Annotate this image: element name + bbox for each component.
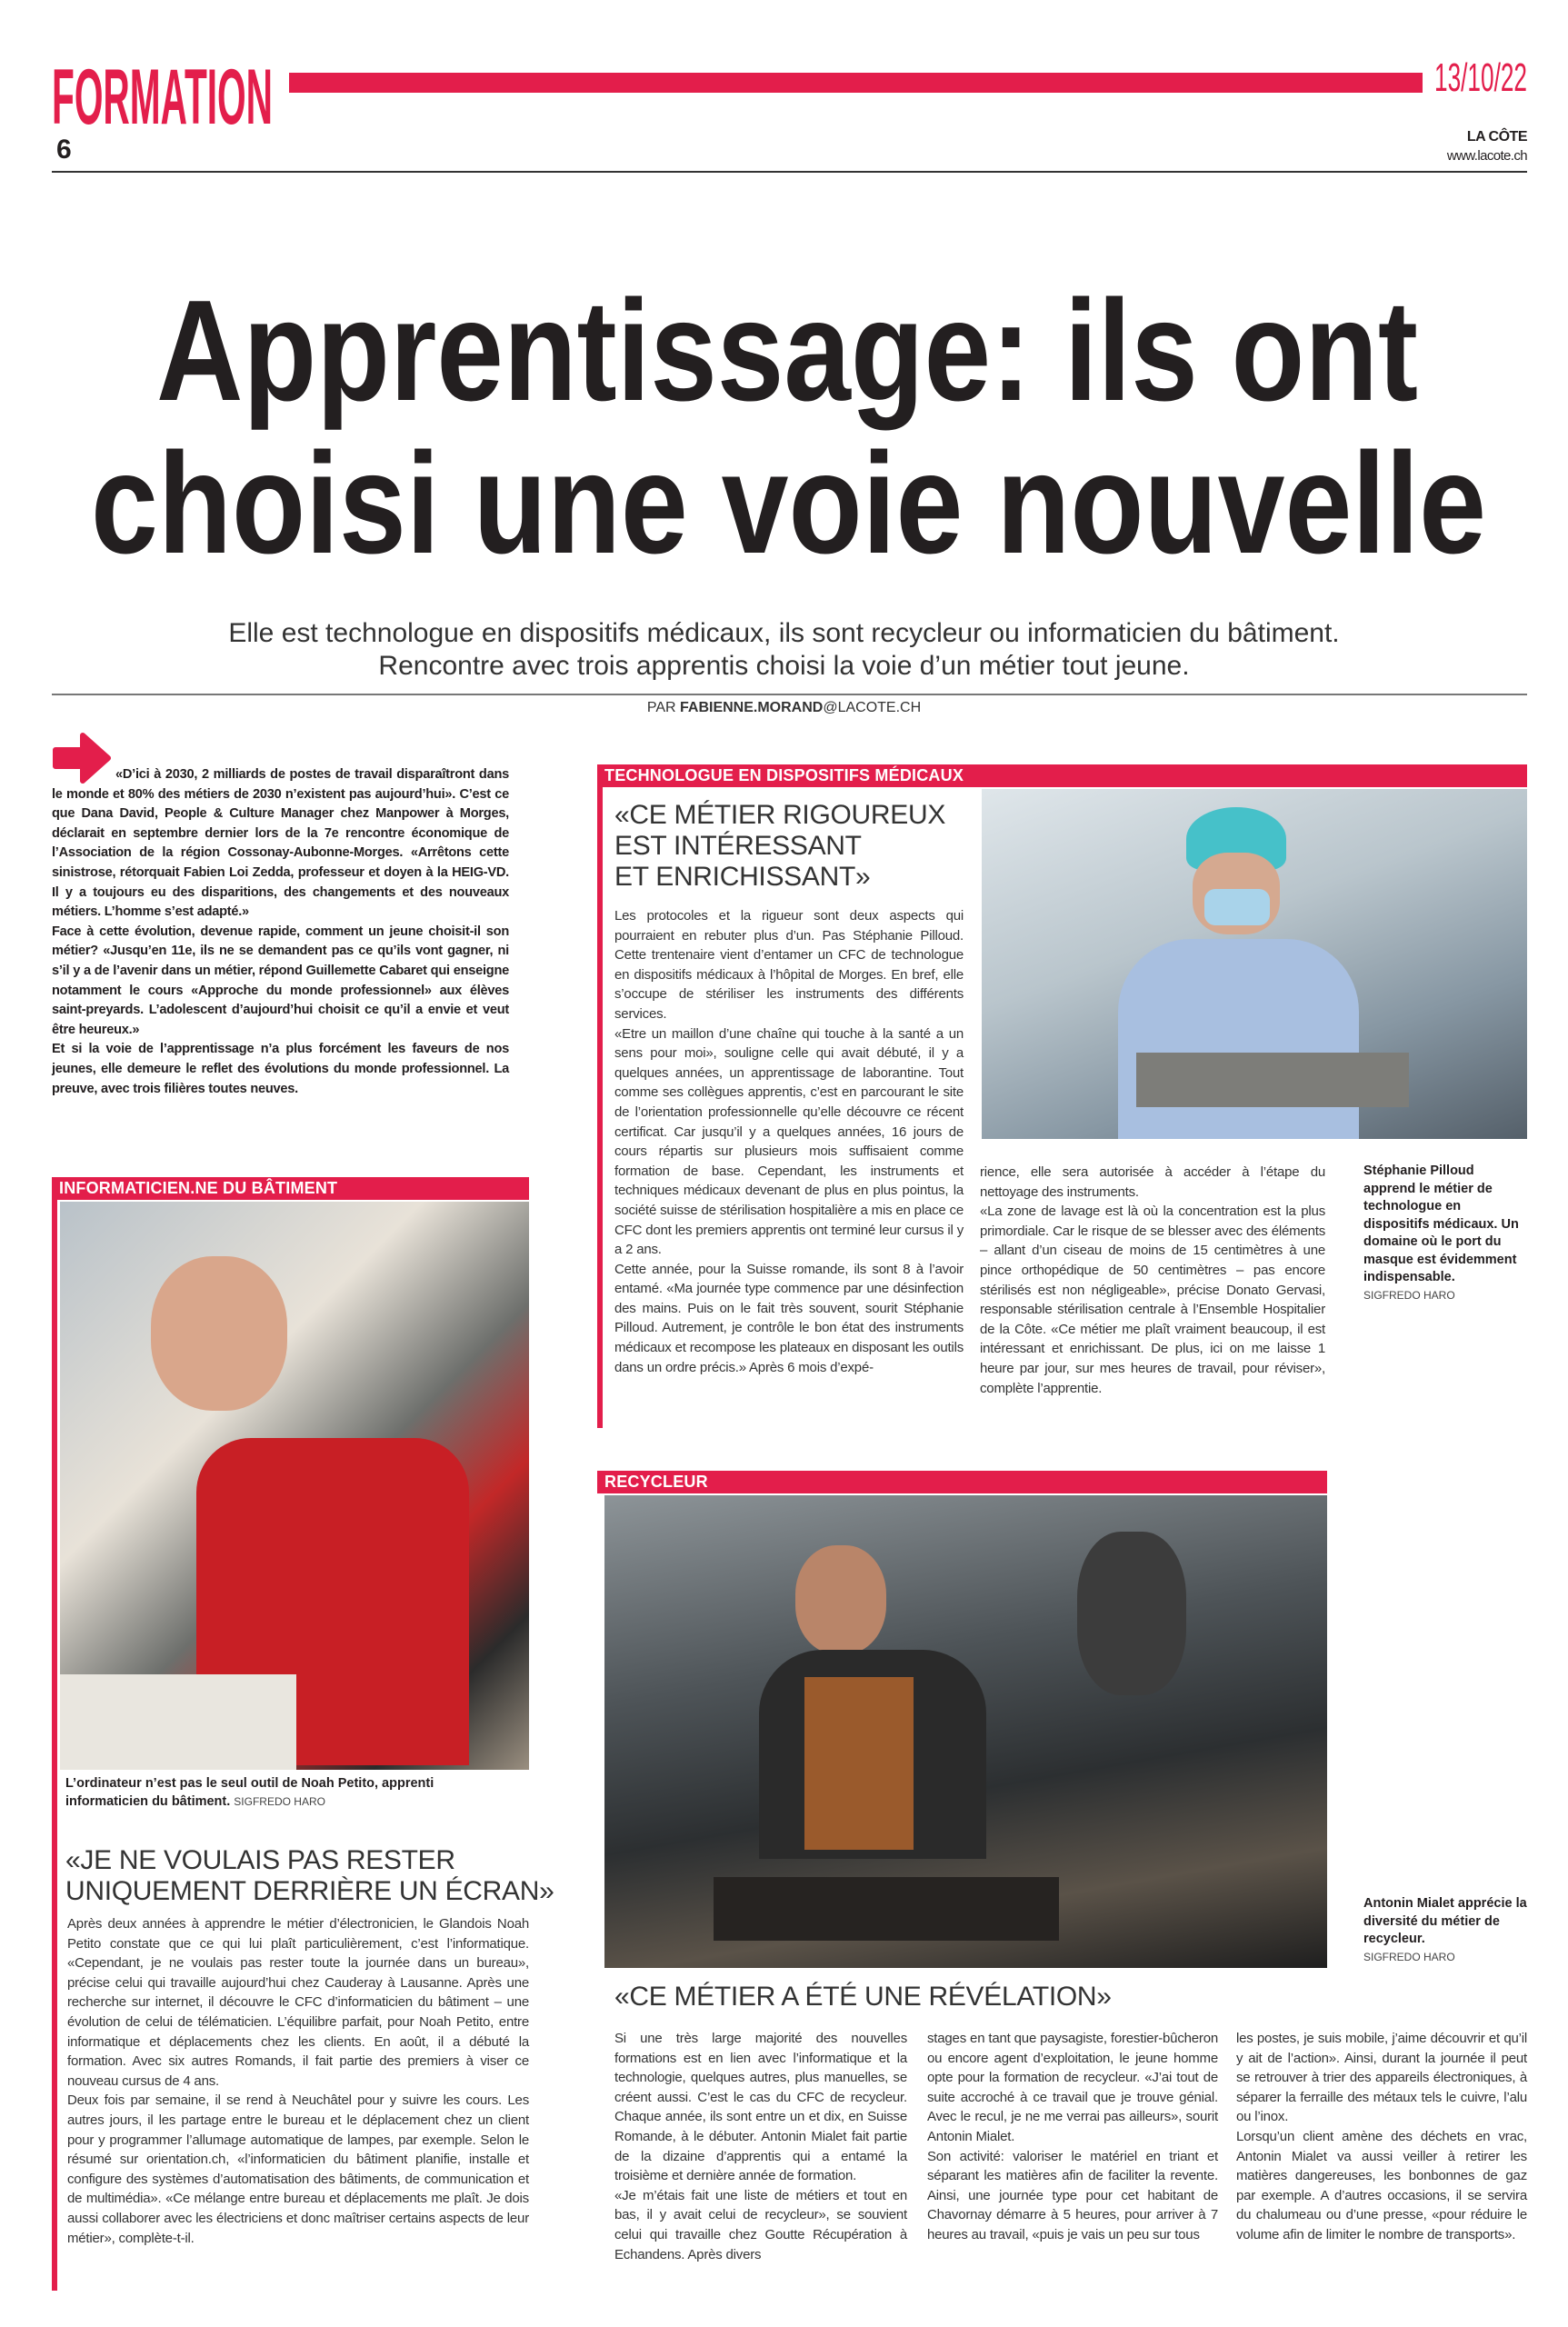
- header-accent-bar: [289, 73, 1423, 93]
- photo-caption-informaticien: [65, 1775, 520, 1811]
- issue-date: [1434, 55, 1529, 100]
- body-paragraph: Deux fois par semaine, il se rend à Neuchâtel pour y suivre les cours. Les autres jours, il les partage entre le bureau et le déplacement chez un client pour y programmer l’allumage automatique de lampes, par exemple. Selon le résumé sur orientation.ch, «l’informaticien du bâtiment planifie, installe et configure des systèmes d’automatisation des bâtiments, de communication et de multimédia». «Ce mélange entre bureau et déplacements me plaît. Je dois aussi collaborer avec les électriciens et donc maîtriser certains aspects de leur métier», complète-t-il.: [67, 2092, 529, 2246]
- page-number: 6: [56, 135, 72, 165]
- section-label-recycleur: RECYCLEUR: [597, 1471, 1327, 1493]
- quote-line: «JE NE VOULAIS PAS RESTER: [65, 1845, 455, 1875]
- subtitle-line-1: Elle est technologue en dispositifs médicaux, ils sont recycleur ou informaticien du bâtiment.: [228, 618, 1340, 648]
- quote-line: EST INTÉRESSANT: [614, 831, 862, 861]
- publication-name: LA CÔTE: [1466, 129, 1527, 145]
- photo-figure-face: [795, 1545, 886, 1654]
- body-paragraph: Les protocoles et la rigueur sont deux aspects qui pourraient en rebuter plus d’un. Pas Stéphanie Pilloud. Cette trentenaire vient d’entamer un CFC de technologue en dispositifs médicaux à l’hôpital de Morges. En bref, elle s’occupe de stériliser les instruments des différents services.: [614, 908, 964, 1022]
- body-paragraph: stages en tant que paysagiste, forestier-bûcheron ou encore agent d’exploitation, le jeune homme opte pour la formation de recycleur. «J’ai tout de suite accroché à ce travail que je trouve génial. Avec le recul, je ne me verrai pas ailleurs», sourit Antonin Mialet.: [927, 2031, 1218, 2144]
- photo-caption-recycleur: [1363, 1895, 1527, 1966]
- body-paragraph: «Je m’étais fait une liste de métiers et tout en bas, il y avait celui de recycleur», se souvient celui qui travaille chez Goutte Récupération à Echandens. Après divers: [614, 2187, 907, 2262]
- body-recycleur-col3: [1236, 2029, 1527, 2245]
- section-title: [52, 54, 275, 141]
- body-paragraph: Si une très large majorité des nouvelles formations est en lien avec l’informatique et la technologie, quelques autres, plus manuelles, se créent aussi. C’est le cas du CFC de recycleur. Chaque année, ils sont entre un et dix, en Suisse Romande, à le débuter. Antonin Mialet fait partie de la dizaine d’apprentis qui a entamé la troisième et dernière année de formation.: [614, 2031, 907, 2184]
- section-label-technologue: TECHNOLOGUE EN DISPOSITIFS MÉDICAUX: [597, 764, 1527, 787]
- svg-text:FORMATION: FORMATION: [52, 54, 273, 141]
- body-paragraph: Cette année, pour la Suisse romande, ils sont 8 à l’avoir entamé. «Ma journée type commence par une désinfection des mains. Puis on le fait très souvent, sourit Stéphanie Pilloud. Autrement, je contrôle le bon état des instruments médicaux et recompose les plateaux en disposant les outils dans un ordre précis.» Après 6 mois d’expé-: [614, 1261, 964, 1375]
- caption-text: Stéphanie Pilloud apprend le métier de technologue en dispositifs médicaux. Un domaine où le port du masque est évidemment indispensable.: [1363, 1164, 1519, 1284]
- body-recycleur-col2: [927, 2029, 1218, 2245]
- section-border: [597, 764, 603, 1428]
- caption-text: Antonin Mialet apprécie la diversité du métier de recycleur.: [1363, 1896, 1527, 1946]
- photo-figure-scrubs: [1118, 939, 1359, 1139]
- caption-text: L’ordinateur n’est pas le seul outil de Noah Petito, apprenti informaticien du bâtiment.: [65, 1776, 434, 1809]
- photo-credit: SIGFREDO HARO: [1363, 1288, 1455, 1302]
- photo-desk: [60, 1674, 296, 1770]
- photo-antonin-mialet: [604, 1495, 1327, 1968]
- body-informaticien: [67, 1914, 529, 2248]
- body-paragraph: «Etre un maillon d’une chaîne qui touche à la santé a un sens pour moi», souligne celle qui avait débuté, il y a quelques années, un apprentissage de laborantine. Tout comme ses collègues apprentis, c’est en parcourant le site de l’orientation professionnelle qu’elle découvre ce récent certificat. Car jusqu’il y a quelques années, 16 jours de cours répartis sur plusieurs mois suffisaient comme formation de base. Cependant, les instruments et techniques médicaux devenant de plus en plus pointus, la société suisse de stérilisation hospitalière a mis en place ce CFC dont les premiers apprentis ont terminé leur cursus il y a 2 ans.: [614, 1025, 964, 1258]
- quote-line: UNIQUEMENT DERRIÈRE UN ÉCRAN»: [65, 1876, 554, 1906]
- byline-author[interactable]: FABIENNE.MORAND: [680, 700, 824, 715]
- intro-paragraph: Et si la voie de l’apprentissage n’a plus forcément les faveurs de nos jeunes, elle demeure le reflet des évolutions du monde professionnel. La preuve, avec trois filières toutes neuves.: [52, 1042, 509, 1096]
- body-recycleur-col1: [614, 2029, 907, 2264]
- photo-scrap-metal: [714, 1877, 1059, 1941]
- photo-stephanie-pilloud: [982, 789, 1527, 1139]
- publication-website[interactable]: www.lacote.ch: [1446, 148, 1527, 164]
- svg-text:choisi une voie nouvelle: choisi une voie nouvelle: [91, 424, 1486, 584]
- photo-credit: SIGFREDO HARO: [234, 1794, 325, 1808]
- body-technologue-col2: [980, 1163, 1325, 1398]
- body-paragraph: Lorsqu’un client amène des déchets en vrac, Antonin Mialet va aussi veiller à retirer les matières dangereuses, les bonbonnes de gaz par exemple. A d’autres occasions, il se servira du chalumeau ou d’une presse, «pour réduire le volume afin de limiter le nombre de transports».: [1236, 2128, 1527, 2242]
- byline: [0, 700, 1568, 716]
- byline-prefix: PAR: [646, 700, 680, 715]
- section-border: [52, 1177, 57, 2291]
- body-paragraph: rience, elle sera autorisée à accéder à l’étape du nettoyage des instruments.: [980, 1164, 1325, 1200]
- intro-paragraph: Face à cette évolution, devenue rapide, comment un jeune choisit-il son métier? «Jusqu’en 11e, ils ne se demandent pas ce qu’ils vont gagner, ni s’il y a de l’avenir dans un métier, répond Guillemette Cabaret qui enseigne notamment le cours «Approche du monde professionnel» aux élèves saint-preyards. L’adolescent d’aujourd’hui choisit ce qu’il a envie et veut être heureux.»: [52, 924, 509, 1037]
- quote-headline-technologue: [614, 800, 945, 893]
- photo-instrument-tray: [1136, 1053, 1409, 1107]
- subtitle-rule: [52, 694, 1527, 695]
- body-paragraph: les postes, je suis mobile, j’aime découvrir et qu’il y ait de l’action». Ainsi, durant la journée il peut se retrouver à trier des appareils électroniques, à séparer la ferraille des métaux tels le cuivre, l’alu ou l’inox.: [1236, 2031, 1527, 2125]
- quote-headline-recycleur: «CE MÉTIER A ÉTÉ UNE RÉVÉLATION»: [614, 1982, 1112, 2012]
- body-paragraph: «La zone de lavage est là où la concentration est la plus primordiale. Car le risque de se blesser avec des éléments – allant d’un ciseau de moins de 15 centimètres à une pince orthopédique de 50 centimètres – pas encore stérilisés est non négligeable», précise Donato Gervasi, responsable stérilisation centrale à l’Ensemble Hospitalier de la Côte. «Ce métier me plaît vraiment beaucoup, il est intéressant et enrichissant. De plus, ici on me laisse 1 heure par jour, sur mes heures de travail, pour réviser», complète l’apprentie.: [980, 1203, 1325, 1396]
- quote-line: ET ENRICHISSANT»: [614, 862, 871, 892]
- photo-caption-technologue: [1363, 1163, 1527, 1304]
- byline-domain: @LACOTE.CH: [823, 700, 922, 715]
- headline: [0, 264, 1568, 584]
- quote-line: «CE MÉTIER RIGOUREUX: [614, 800, 946, 830]
- subtitle-line-2: Rencontre avec trois apprentis choisi la voie d’un métier tout jeune.: [378, 651, 1190, 681]
- photo-figure-apron: [804, 1677, 914, 1850]
- photo-figure-face: [151, 1256, 287, 1411]
- body-technologue-col1: [614, 906, 964, 1377]
- photo-grapple: [1077, 1532, 1186, 1695]
- header-rule: [52, 171, 1527, 173]
- photo-noah-petito: [60, 1202, 529, 1770]
- body-paragraph: Après deux années à apprendre le métier d’électronicien, le Glandois Noah Petito constate que ce qui lui plaît particulièrement, c’est l’informatique. «Cependant, je ne voulais pas rester toute la journée dans un bureau», précise celui qui travaille aujourd’hui chez Cauderay à Lausanne. Après une recherche sur internet, il découvre le CFC d’informaticien du bâtiment – une évolution de celui de télématicien. L’équilibre parfait, pour Noah Petito, entre informatique et déplacements chez les clients. En août, il a débuté la formation. Avec six autres Romands, il fait partie des premiers à viser ce nouveau cursus de 4 ans.: [67, 1916, 529, 2089]
- intro-paragraph: «D’ici à 2030, 2 milliards de postes de travail disparaîtront dans le monde et 80% des métiers de 2030 n’existent pas aujourd’hui». C’est ce que Dana David, People & Culture Manager chez Manpower à Morges, déclarait en septembre dernier lors de la 7e rencontre économique de l’Association de la région Cossonay-Aubonne-Morges. «Arrêtons cette sinistrose, rétorquait Fabien Loi Zedda, professeur et doyen à la HEIG-VD. Il y a toujours eu des disparitions, des changements et des nouveaux métiers. L’homme s’est adapté.»: [52, 767, 509, 920]
- body-paragraph: Son activité: valoriser le matériel en triant et séparant les matières afin de faciliter la revente. Ainsi, une journée type pour cet habitant de Chavornay démarre à 5 heures, pour arriver à 7 heures au travail, «puis je vais un peu sur tous: [927, 2148, 1218, 2242]
- intro-text: [52, 765, 509, 1099]
- photo-figure-mask: [1204, 889, 1270, 925]
- section-label-informaticien: INFORMATICIEN.NE DU BÂTIMENT: [52, 1177, 529, 1200]
- svg-text:13/10/22: 13/10/22: [1434, 55, 1527, 100]
- photo-credit: SIGFREDO HARO: [1363, 1950, 1455, 1963]
- svg-text:Apprentissage: ils ont: Apprentissage: ils ont: [156, 271, 1418, 431]
- quote-headline-informaticien: [65, 1845, 554, 1907]
